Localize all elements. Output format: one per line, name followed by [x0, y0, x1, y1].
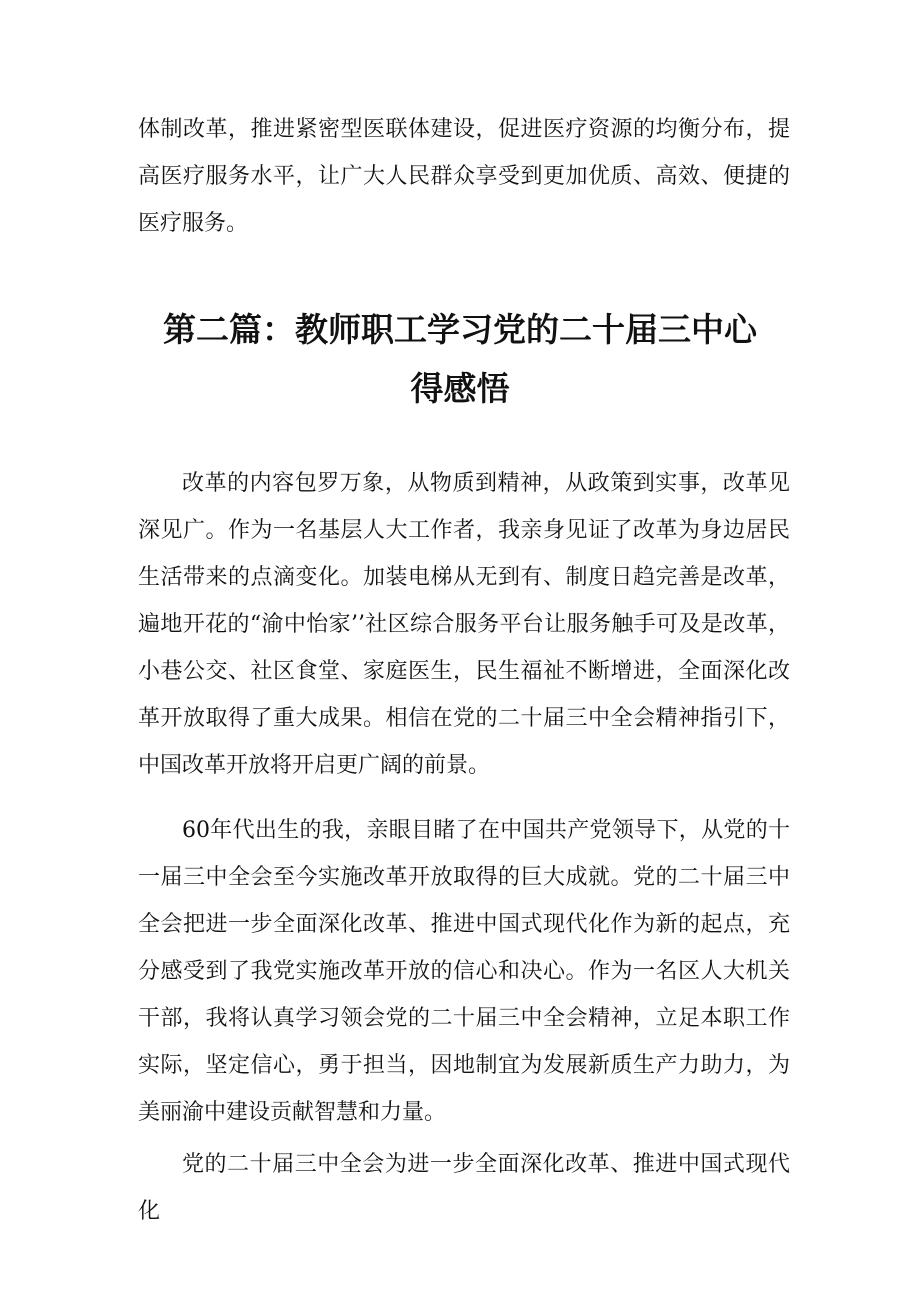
body-paragraph-2: 60年代出生的我，亲眼目睹了在中国共产党领导下，从党的十一届三中全会至今实施改革开放取得的巨大成就。党的二十届三中全会把进一步全面深化改革、推进中国式现代化作为新的起点，充分感受到了我党实施改革开放的信心和决心。作为一名区人大机关干部，我将认真学习领会党的二十届三中全会精神，立足本职工作实际，坚定信心，勇于担当，因地制宜为发展新质生产力助力，为美丽渝中建设贡献智慧和力量。	[138, 818, 790, 1125]
body-paragraph-3: 党的二十届三中全会为进一步全面深化改革、推进中国式现代化	[138, 1152, 790, 1224]
article-title-line-1: 第二篇：教师职工学习党的二十届三中心	[163, 310, 757, 349]
article-title-line-2: 得感悟	[410, 369, 510, 408]
intro-paragraph: 体制改革，推进紧密型医联体建设，促进医疗资源的均衡分布，提高医疗服务水平，让广大人民群众享受到更加优质、高效、便捷的医疗服务。	[138, 117, 790, 236]
body-paragraph-1: 改革的内容包罗万象，从物质到精神，从政策到实事，改革见深见广。作为一名基层人大工作者，我亲身见证了改革为身边居民生活带来的点滴变化。加装电梯从无到有、制度日趋完善是改革，遍地开花的“渝中怡家’’社区综合服务平台让服务触手可及是改革，小巷公交、社区食堂、家庭医生，民生福祉不断增进，全面深化改革开放取得了重大成果。相信在党的二十届三中全会精神指引下，中国改革开放将开启更广阔的前景。	[138, 471, 790, 778]
